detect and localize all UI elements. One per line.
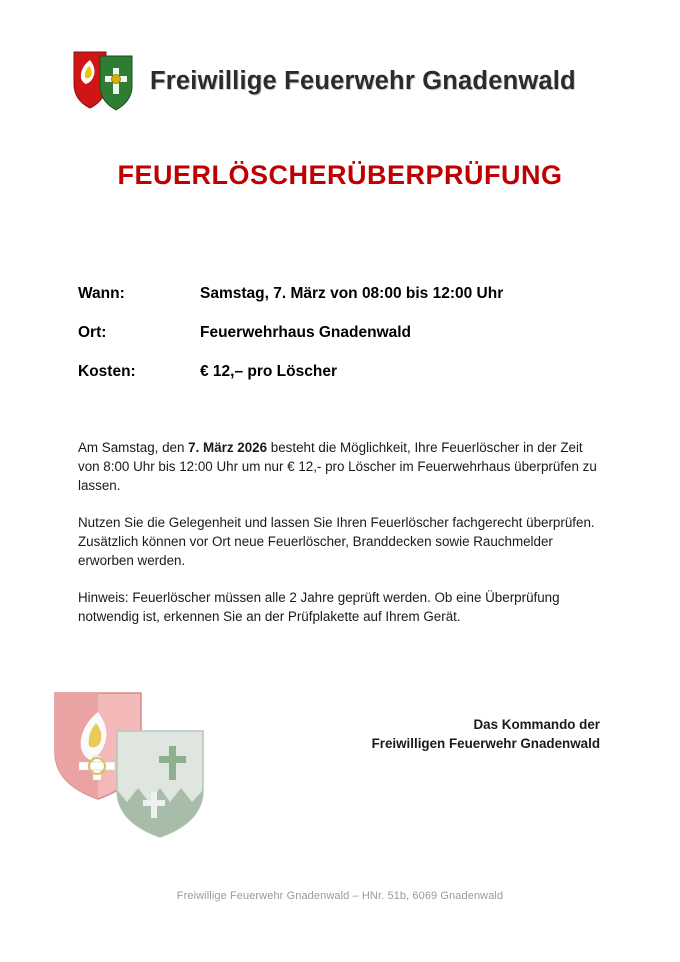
- bottom-crests: [52, 690, 252, 860]
- page-title: FEUERLÖSCHERÜBERPRÜFUNG: [117, 160, 563, 190]
- detail-value-when: Samstag, 7. März von 08:00 bis 12:00 Uhr: [200, 285, 504, 302]
- detail-value-location: Feuerwehrhaus Gnadenwald: [200, 324, 412, 341]
- paragraph-1-part-1: Am Samstag, den: [78, 440, 189, 455]
- detail-label-when: Wann:: [78, 285, 125, 302]
- document-header: [70, 45, 610, 117]
- document-footer: Freiwillige Feuerwehr Gnadenwald – HNr. 51b, 6069 Gnadenwald: [176, 890, 504, 902]
- body-text: [78, 438, 600, 644]
- paragraph-1: [78, 438, 600, 495]
- detail-row-cost: [78, 363, 598, 381]
- paragraph-2: Nutzen Sie die Gelegenheit und lassen Sie Ihren Feuerlöscher fachgerecht überprüfen. Zusätzlich können vor Ort neue Feuerlöscher, Branddecken sowie Rauchmelder erworben werden.: [78, 515, 595, 569]
- paragraph-3: Hinweis: Feuerlöscher müssen alle 2 Jahre geprüft werden. Ob eine Überprüfung notwendig ist, erkennen Sie an der Prüfplakette auf Ihrem Gerät.: [78, 590, 560, 625]
- signature-block: [300, 715, 600, 754]
- municipality-crest-icon: [114, 728, 206, 840]
- paragraph-1-part-2: besteht die Möglichkeit, Ihre Feuerlöscher in der Zeit von 8:00 Uhr bis 12:00 Uhr um nur € 12,- pro Löscher im Feuerwehrhaus überprüfen zu lassen.: [78, 440, 597, 494]
- detail-value-cost: € 12,– pro Löscher: [200, 363, 337, 380]
- paragraph-1-date: 7. März 2026: [188, 440, 268, 455]
- detail-label-location: Ort:: [78, 324, 107, 341]
- detail-label-cost: Kosten:: [78, 363, 136, 380]
- detail-row-when: [78, 285, 598, 303]
- signature-line-1: Das Kommando der: [473, 717, 600, 732]
- event-details: [78, 285, 598, 402]
- detail-row-location: [78, 324, 598, 342]
- organization-name: Freiwillige Feuerwehr Gnadenwald: [150, 66, 576, 95]
- signature-line-2: Freiwilligen Feuerwehr Gnadenwald: [371, 736, 600, 752]
- fire-brigade-crest-icon: [70, 48, 136, 114]
